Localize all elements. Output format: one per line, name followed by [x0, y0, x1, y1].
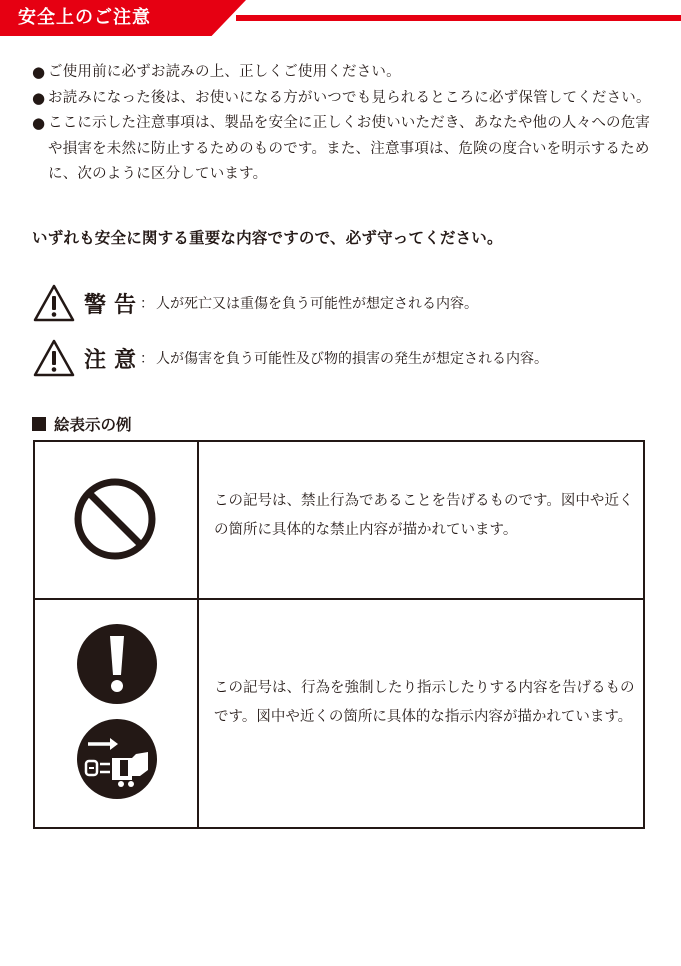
square-bullet-icon — [32, 417, 46, 431]
examples-heading — [32, 413, 132, 435]
bullet-icon: ● — [32, 63, 46, 81]
list-item — [32, 111, 652, 188]
section-title: 安全上のご注意 — [18, 7, 151, 28]
examples-heading-text: 絵表示の例 — [54, 416, 132, 434]
signal-word-caution: 注意 — [84, 347, 145, 373]
description-cell — [199, 600, 643, 827]
warning-triangle-icon — [32, 283, 76, 323]
table-row — [35, 442, 643, 600]
signal-word-warning: 警告 — [84, 292, 145, 318]
warning-triangle-icon — [32, 338, 76, 378]
bullet-icon: ● — [32, 114, 46, 132]
emphasis-note: いずれも安全に関する重要な内容ですので、必ず守ってください。 — [32, 229, 503, 247]
signal-description-warning: 人が死亡又は重傷を負う可能性が想定される内容。 — [156, 296, 479, 312]
description-text: この記号は、行為を強制したり指示したりする内容を告げるものです。図中や近くの箇所に具体的な指示内容が描かれています。 — [214, 680, 635, 725]
icon-cell — [35, 600, 199, 827]
bullet-text: ご使用前に必ずお読みの上、正しくご使用ください。 — [48, 64, 401, 80]
description-text: この記号は、禁止行為であることを告げるものです。図中や近くの箇所に具体的な禁止内容が描かれています。 — [214, 493, 634, 538]
mandatory-action-icon — [76, 623, 158, 705]
prohibition-icon — [73, 477, 157, 561]
bullet-text: お読みになった後は、お使いになる方がいつでも見られるところに必ず保管してください。 — [48, 89, 651, 106]
header-rule — [236, 15, 681, 21]
table-row — [35, 600, 643, 827]
bullet-text: ここに示した注意事項は、製品を安全に正しくお使いいただき、あなたや他の人々への危害や損害を未然に防止するためのものです。また、注意事項は、危険の度合いを明示するために、次のように区分しています。 — [48, 115, 651, 182]
signal-colon: ： — [140, 351, 155, 367]
intro-list — [32, 60, 652, 188]
icon-cell — [35, 442, 199, 598]
caution-row — [32, 338, 548, 378]
unplug-icon — [76, 718, 158, 800]
list-item — [32, 60, 652, 86]
examples-table — [33, 440, 645, 829]
warning-row — [32, 283, 478, 323]
signal-description-caution: 人が傷害を負う可能性及び物的損害の発生が想定される内容。 — [156, 351, 549, 367]
signal-colon: ： — [140, 296, 155, 312]
bullet-icon: ● — [32, 88, 46, 107]
description-cell — [199, 442, 643, 598]
list-item — [32, 86, 652, 112]
